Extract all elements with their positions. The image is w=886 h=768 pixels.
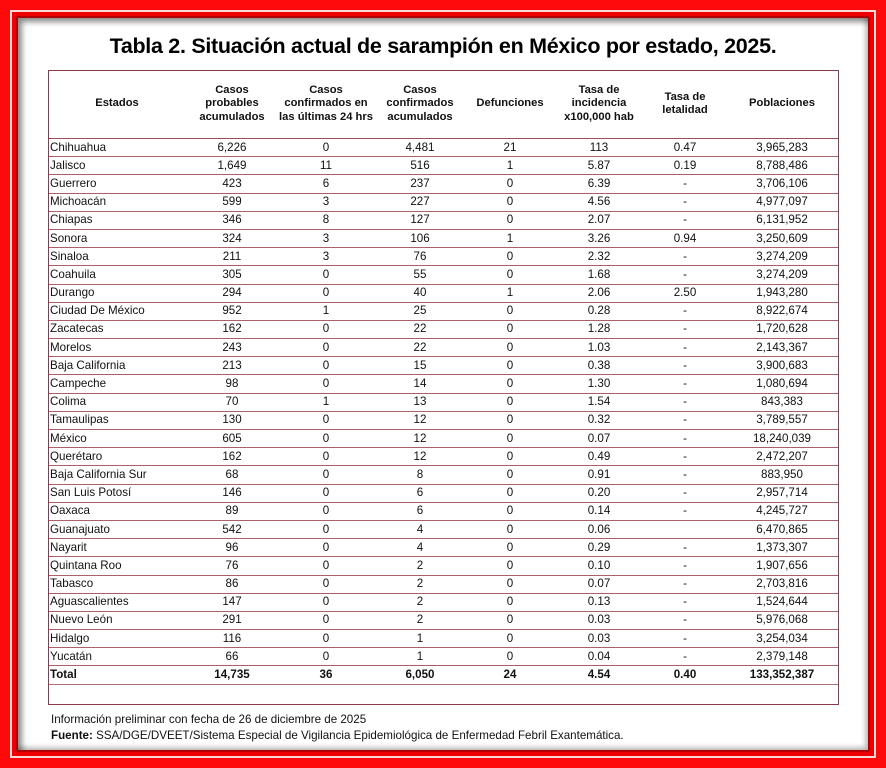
cell-casos-probables: 146: [186, 484, 278, 502]
cell-poblacion: 1,524,644: [726, 593, 838, 611]
header-defunciones: Defunciones: [466, 70, 554, 139]
cell-casos-24h: 0: [278, 266, 374, 284]
cell-casos-24h: 0: [278, 357, 374, 375]
cell-casos-24h: 0: [278, 630, 374, 648]
total-estado: Total: [48, 666, 186, 684]
table-row: [48, 448, 838, 466]
cell-tasa-letalidad: -: [644, 320, 726, 338]
table-body: [48, 139, 838, 685]
cell-defunciones: 0: [466, 466, 554, 484]
cell-casos-confirmados: 25: [374, 302, 466, 320]
cell-estado: Chiapas: [48, 211, 186, 229]
cell-defunciones: 0: [466, 611, 554, 629]
table-row: [48, 575, 838, 593]
cell-tasa-incidencia: 2.06: [554, 284, 644, 302]
cell-tasa-incidencia: 1.54: [554, 393, 644, 411]
cell-tasa-letalidad: -: [644, 502, 726, 520]
cell-tasa-incidencia: 0.91: [554, 466, 644, 484]
total-casos-24h: 36: [278, 666, 374, 684]
cell-tasa-letalidad: 0.94: [644, 229, 726, 247]
cell-casos-24h: 11: [278, 157, 374, 175]
table-row: [48, 520, 838, 538]
table-row: [48, 557, 838, 575]
cell-tasa-letalidad: -: [644, 411, 726, 429]
header-estados: Estados: [48, 70, 186, 139]
cell-defunciones: 0: [466, 575, 554, 593]
cell-casos-confirmados: 14: [374, 375, 466, 393]
cell-casos-24h: 0: [278, 320, 374, 338]
cell-tasa-incidencia: 1.68: [554, 266, 644, 284]
cell-poblacion: 4,245,727: [726, 502, 838, 520]
table-row: [48, 248, 838, 266]
cell-casos-confirmados: 1: [374, 630, 466, 648]
cell-defunciones: 0: [466, 375, 554, 393]
cell-tasa-incidencia: 3.26: [554, 229, 644, 247]
cell-tasa-incidencia: 2.32: [554, 248, 644, 266]
cell-casos-24h: 0: [278, 448, 374, 466]
cell-defunciones: 21: [466, 139, 554, 157]
cell-defunciones: 0: [466, 193, 554, 211]
cell-casos-confirmados: 12: [374, 411, 466, 429]
total-tasa-incidencia: 4.54: [554, 666, 644, 684]
cell-estado: Michoacán: [48, 193, 186, 211]
cell-tasa-letalidad: -: [644, 339, 726, 357]
cell-tasa-letalidad: -: [644, 593, 726, 611]
cell-casos-probables: 76: [186, 557, 278, 575]
table-row: [48, 266, 838, 284]
cell-casos-probables: 66: [186, 648, 278, 666]
cell-poblacion: 1,720,628: [726, 320, 838, 338]
cell-estado: Baja California: [48, 357, 186, 375]
cell-tasa-letalidad: 0.47: [644, 139, 726, 157]
cell-tasa-letalidad: -: [644, 248, 726, 266]
cell-casos-24h: 0: [278, 593, 374, 611]
cell-casos-confirmados: 12: [374, 448, 466, 466]
cell-tasa-letalidad: -: [644, 211, 726, 229]
cell-estado: Yucatán: [48, 648, 186, 666]
cell-casos-confirmados: 4: [374, 539, 466, 557]
cell-casos-probables: 1,649: [186, 157, 278, 175]
cell-defunciones: 0: [466, 648, 554, 666]
table-row: [48, 375, 838, 393]
cell-casos-probables: 116: [186, 630, 278, 648]
cell-casos-confirmados: 127: [374, 211, 466, 229]
cell-tasa-letalidad: -: [644, 539, 726, 557]
cell-casos-confirmados: 6: [374, 484, 466, 502]
cell-casos-confirmados: 237: [374, 175, 466, 193]
total-poblacion: 133,352,387: [726, 666, 838, 684]
table-row: [48, 339, 838, 357]
cell-casos-24h: 0: [278, 411, 374, 429]
cell-tasa-incidencia: 0.14: [554, 502, 644, 520]
cell-estado: Guanajuato: [48, 520, 186, 538]
cell-casos-probables: 324: [186, 229, 278, 247]
cell-casos-confirmados: 40: [374, 284, 466, 302]
cell-casos-24h: 0: [278, 484, 374, 502]
cell-casos-24h: 1: [278, 302, 374, 320]
cell-tasa-incidencia: 1.30: [554, 375, 644, 393]
cell-tasa-incidencia: 0.49: [554, 448, 644, 466]
cell-estado: Jalisco: [48, 157, 186, 175]
cell-tasa-incidencia: 0.06: [554, 520, 644, 538]
cell-estado: Baja California Sur: [48, 466, 186, 484]
cell-casos-confirmados: 2: [374, 593, 466, 611]
cell-estado: Hidalgo: [48, 630, 186, 648]
table-row: [48, 502, 838, 520]
cell-casos-probables: 130: [186, 411, 278, 429]
cell-poblacion: 3,274,209: [726, 248, 838, 266]
cell-casos-probables: 89: [186, 502, 278, 520]
table-row: [48, 611, 838, 629]
total-tasa-letalidad: 0.40: [644, 666, 726, 684]
cell-tasa-incidencia: 6.39: [554, 175, 644, 193]
cell-tasa-incidencia: 0.29: [554, 539, 644, 557]
cell-tasa-incidencia: 1.03: [554, 339, 644, 357]
total-defunciones: 24: [466, 666, 554, 684]
preliminary-note: Información preliminar con fecha de 26 de diciembre de 2025: [51, 713, 367, 726]
cell-defunciones: 0: [466, 520, 554, 538]
table-row: [48, 539, 838, 557]
cell-casos-confirmados: 22: [374, 320, 466, 338]
cell-casos-24h: 0: [278, 648, 374, 666]
cell-estado: Sonora: [48, 229, 186, 247]
cell-tasa-letalidad: -: [644, 648, 726, 666]
cell-estado: Aguascalientes: [48, 593, 186, 611]
cell-tasa-letalidad: -: [644, 375, 726, 393]
cell-casos-probables: 211: [186, 248, 278, 266]
cell-defunciones: 0: [466, 557, 554, 575]
cell-poblacion: 6,470,865: [726, 520, 838, 538]
table-row: [48, 175, 838, 193]
cell-poblacion: 1,943,280: [726, 284, 838, 302]
cell-casos-confirmados: 516: [374, 157, 466, 175]
cell-casos-probables: 423: [186, 175, 278, 193]
cell-poblacion: 2,379,148: [726, 648, 838, 666]
cell-poblacion: 3,900,683: [726, 357, 838, 375]
cell-casos-24h: 0: [278, 520, 374, 538]
cell-tasa-incidencia: 0.13: [554, 593, 644, 611]
table-title: Tabla 2. Situación actual de sarampión en México por estado, 2025.: [109, 34, 777, 58]
cell-poblacion: 8,788,486: [726, 157, 838, 175]
table-row: [48, 320, 838, 338]
cell-poblacion: 2,957,714: [726, 484, 838, 502]
cell-casos-probables: 599: [186, 193, 278, 211]
cell-estado: Morelos: [48, 339, 186, 357]
cell-poblacion: 18,240,039: [726, 430, 838, 448]
cell-tasa-incidencia: 0.10: [554, 557, 644, 575]
cell-defunciones: 0: [466, 266, 554, 284]
table-row: [48, 284, 838, 302]
cell-casos-probables: 6,226: [186, 139, 278, 157]
cell-poblacion: 6,131,952: [726, 211, 838, 229]
table-row: [48, 211, 838, 229]
cell-casos-probables: 605: [186, 430, 278, 448]
cell-tasa-incidencia: 0.28: [554, 302, 644, 320]
cell-tasa-incidencia: 0.04: [554, 648, 644, 666]
table-row: [48, 411, 838, 429]
cell-defunciones: 0: [466, 539, 554, 557]
table-row: [48, 393, 838, 411]
cell-defunciones: 0: [466, 211, 554, 229]
header-tasa-incidencia: Tasa de incidencia x100,000 hab: [554, 70, 644, 139]
cell-estado: Tamaulipas: [48, 411, 186, 429]
cell-casos-confirmados: 55: [374, 266, 466, 284]
cell-casos-probables: 542: [186, 520, 278, 538]
cell-tasa-incidencia: 113: [554, 139, 644, 157]
cell-defunciones: 1: [466, 284, 554, 302]
header-tasa-letalidad: Tasa de letalidad: [644, 70, 726, 139]
cell-estado: México: [48, 430, 186, 448]
table-row: [48, 139, 838, 157]
cell-estado: Zacatecas: [48, 320, 186, 338]
cell-defunciones: 0: [466, 593, 554, 611]
cell-casos-confirmados: 6: [374, 502, 466, 520]
cell-casos-24h: 6: [278, 175, 374, 193]
cell-estado: Oaxaca: [48, 502, 186, 520]
cell-defunciones: 0: [466, 411, 554, 429]
cell-estado: Querétaro: [48, 448, 186, 466]
total-casos-confirmados: 6,050: [374, 666, 466, 684]
source-label: Fuente:: [51, 729, 93, 742]
cell-poblacion: 1,080,694: [726, 375, 838, 393]
cell-poblacion: 8,922,674: [726, 302, 838, 320]
cell-poblacion: 883,950: [726, 466, 838, 484]
measles-by-state-table: [48, 70, 838, 685]
cell-poblacion: 3,254,034: [726, 630, 838, 648]
cell-casos-probables: 86: [186, 575, 278, 593]
table-row: [48, 302, 838, 320]
cell-poblacion: 3,965,283: [726, 139, 838, 157]
cell-defunciones: 0: [466, 484, 554, 502]
cell-casos-24h: 0: [278, 339, 374, 357]
cell-casos-probables: 68: [186, 466, 278, 484]
cell-casos-confirmados: 8: [374, 466, 466, 484]
cell-tasa-incidencia: 5.87: [554, 157, 644, 175]
cell-casos-confirmados: 4: [374, 520, 466, 538]
cell-tasa-incidencia: 0.03: [554, 630, 644, 648]
cell-estado: Quintana Roo: [48, 557, 186, 575]
cell-tasa-letalidad: -: [644, 466, 726, 484]
cell-estado: Chihuahua: [48, 139, 186, 157]
cell-casos-confirmados: 15: [374, 357, 466, 375]
cell-tasa-incidencia: 0.03: [554, 611, 644, 629]
table-row: [48, 357, 838, 375]
cell-poblacion: 3,250,609: [726, 229, 838, 247]
cell-defunciones: 0: [466, 302, 554, 320]
cell-casos-probables: 96: [186, 539, 278, 557]
cell-casos-24h: 0: [278, 539, 374, 557]
cell-poblacion: 3,789,557: [726, 411, 838, 429]
cell-casos-24h: 0: [278, 466, 374, 484]
cell-casos-confirmados: 227: [374, 193, 466, 211]
cell-casos-probables: 162: [186, 448, 278, 466]
cell-casos-probables: 162: [186, 320, 278, 338]
cell-tasa-letalidad: -: [644, 630, 726, 648]
cell-casos-24h: 3: [278, 229, 374, 247]
table-row: [48, 630, 838, 648]
cell-poblacion: 5,976,068: [726, 611, 838, 629]
cell-casos-confirmados: 22: [374, 339, 466, 357]
cell-estado: Nuevo León: [48, 611, 186, 629]
source-text: SSA/DGE/DVEET/Sistema Especial de Vigilancia Epidemiológica de Enfermedad Febril Exantemática.: [92, 729, 624, 742]
cell-casos-24h: 0: [278, 375, 374, 393]
cell-tasa-incidencia: 0.38: [554, 357, 644, 375]
header-poblaciones: Poblaciones: [726, 70, 838, 139]
cell-tasa-letalidad: -: [644, 448, 726, 466]
cell-casos-24h: 0: [278, 575, 374, 593]
cell-defunciones: 0: [466, 339, 554, 357]
cell-estado: Sinaloa: [48, 248, 186, 266]
table-row: [48, 193, 838, 211]
cell-tasa-letalidad: -: [644, 611, 726, 629]
cell-casos-24h: 8: [278, 211, 374, 229]
header-casos-24h: Casos confirmados en las últimas 24 hrs: [278, 70, 374, 139]
cell-poblacion: 843,383: [726, 393, 838, 411]
cell-tasa-incidencia: 0.20: [554, 484, 644, 502]
cell-casos-probables: 243: [186, 339, 278, 357]
cell-tasa-letalidad: -: [644, 175, 726, 193]
table-row: [48, 157, 838, 175]
cell-tasa-incidencia: 2.07: [554, 211, 644, 229]
cell-casos-probables: 346: [186, 211, 278, 229]
cell-estado: Ciudad De México: [48, 302, 186, 320]
header-row: [48, 70, 838, 139]
cell-poblacion: 3,274,209: [726, 266, 838, 284]
cell-tasa-letalidad: -: [644, 557, 726, 575]
cell-casos-confirmados: 2: [374, 575, 466, 593]
cell-casos-confirmados: 13: [374, 393, 466, 411]
cell-defunciones: 0: [466, 502, 554, 520]
table-row: [48, 648, 838, 666]
header-casos-probables: Casos probables acumulados: [186, 70, 278, 139]
cell-casos-24h: 0: [278, 557, 374, 575]
table-row: [48, 229, 838, 247]
cell-defunciones: 0: [466, 630, 554, 648]
cell-tasa-letalidad: 0.19: [644, 157, 726, 175]
cell-estado: Coahuila: [48, 266, 186, 284]
cell-tasa-incidencia: 0.07: [554, 575, 644, 593]
cell-casos-24h: 0: [278, 139, 374, 157]
cell-tasa-incidencia: 0.07: [554, 430, 644, 448]
cell-casos-confirmados: 1: [374, 648, 466, 666]
cell-casos-24h: 0: [278, 430, 374, 448]
cell-casos-confirmados: 4,481: [374, 139, 466, 157]
cell-defunciones: 0: [466, 357, 554, 375]
cell-defunciones: 0: [466, 393, 554, 411]
cell-poblacion: 3,706,106: [726, 175, 838, 193]
cell-estado: San Luis Potosí: [48, 484, 186, 502]
table-row: [48, 484, 838, 502]
cell-casos-confirmados: 2: [374, 557, 466, 575]
cell-tasa-letalidad: [644, 520, 726, 538]
cell-defunciones: 0: [466, 320, 554, 338]
cell-defunciones: 0: [466, 448, 554, 466]
cell-casos-confirmados: 2: [374, 611, 466, 629]
cell-casos-probables: 213: [186, 357, 278, 375]
cell-casos-probables: 291: [186, 611, 278, 629]
cell-casos-24h: 0: [278, 502, 374, 520]
cell-casos-confirmados: 106: [374, 229, 466, 247]
cell-tasa-letalidad: -: [644, 484, 726, 502]
cell-tasa-letalidad: -: [644, 393, 726, 411]
cell-tasa-letalidad: 2.50: [644, 284, 726, 302]
cell-poblacion: 2,143,367: [726, 339, 838, 357]
table-row: [48, 430, 838, 448]
cell-defunciones: 0: [466, 430, 554, 448]
cell-tasa-letalidad: -: [644, 193, 726, 211]
cell-poblacion: 4,977,097: [726, 193, 838, 211]
cell-tasa-incidencia: 0.32: [554, 411, 644, 429]
cell-estado: Durango: [48, 284, 186, 302]
total-row: [48, 666, 838, 684]
table-row: [48, 466, 838, 484]
cell-casos-probables: 70: [186, 393, 278, 411]
cell-estado: Colima: [48, 393, 186, 411]
cell-casos-24h: 3: [278, 193, 374, 211]
cell-tasa-letalidad: -: [644, 357, 726, 375]
cell-tasa-incidencia: 4.56: [554, 193, 644, 211]
cell-tasa-letalidad: -: [644, 302, 726, 320]
cell-casos-probables: 147: [186, 593, 278, 611]
cell-tasa-incidencia: 1.28: [554, 320, 644, 338]
cell-tasa-letalidad: -: [644, 575, 726, 593]
cell-poblacion: 1,373,307: [726, 539, 838, 557]
cell-poblacion: 1,907,656: [726, 557, 838, 575]
cell-poblacion: 2,703,816: [726, 575, 838, 593]
cell-defunciones: 0: [466, 248, 554, 266]
cell-casos-24h: 0: [278, 284, 374, 302]
cell-tasa-letalidad: -: [644, 430, 726, 448]
table-row: [48, 593, 838, 611]
cell-estado: Tabasco: [48, 575, 186, 593]
cell-defunciones: 1: [466, 157, 554, 175]
cell-estado: Nayarit: [48, 539, 186, 557]
cell-casos-24h: 0: [278, 611, 374, 629]
cell-poblacion: 2,472,207: [726, 448, 838, 466]
cell-defunciones: 1: [466, 229, 554, 247]
cell-casos-24h: 1: [278, 393, 374, 411]
cell-casos-probables: 305: [186, 266, 278, 284]
cell-defunciones: 0: [466, 175, 554, 193]
cell-casos-probables: 98: [186, 375, 278, 393]
source-line: [51, 729, 624, 742]
cell-casos-confirmados: 12: [374, 430, 466, 448]
total-casos-probables: 14,735: [186, 666, 278, 684]
cell-estado: Guerrero: [48, 175, 186, 193]
cell-estado: Campeche: [48, 375, 186, 393]
cell-casos-probables: 952: [186, 302, 278, 320]
cell-casos-confirmados: 76: [374, 248, 466, 266]
cell-tasa-letalidad: -: [644, 266, 726, 284]
header-casos-confirmados: Casos confirmados acumulados: [374, 70, 466, 139]
cell-casos-probables: 294: [186, 284, 278, 302]
cell-casos-24h: 3: [278, 248, 374, 266]
